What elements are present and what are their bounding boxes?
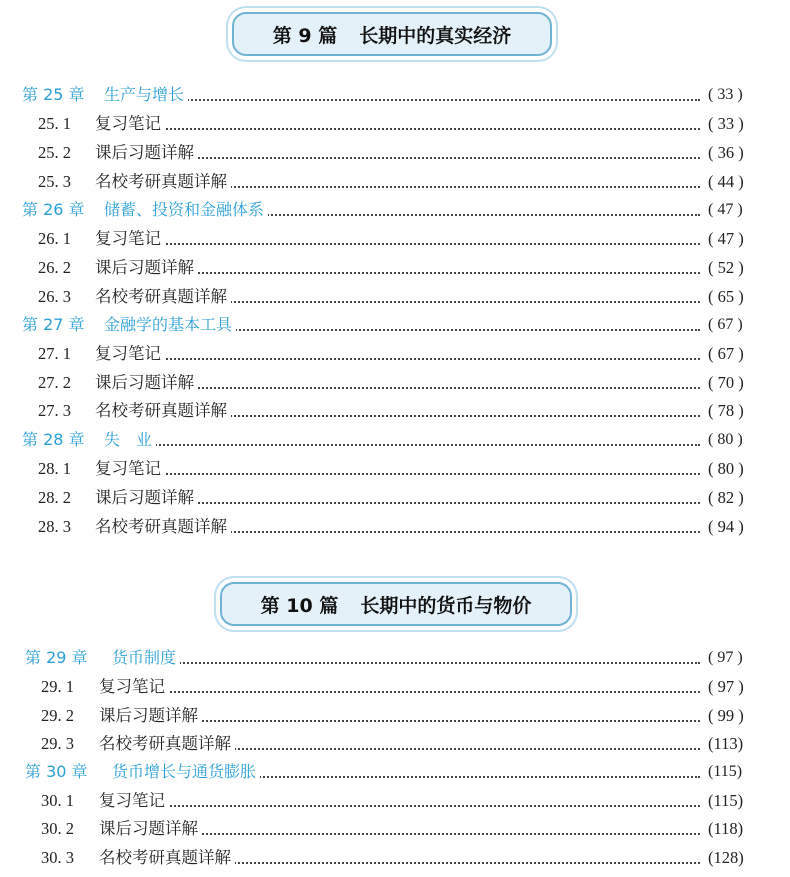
toc-section-29-2[interactable] [0, 703, 790, 729]
section-number: 25. 2 [38, 143, 71, 162]
page-number: ( 99 ) [708, 706, 744, 725]
toc-chapter-28[interactable] [0, 427, 790, 453]
section-number: 27. 2 [38, 373, 71, 392]
page-number: (115) [708, 763, 743, 780]
toc-chapter-27[interactable] [0, 312, 790, 338]
section-title: 复习笔记 [95, 111, 165, 137]
page-number: ( 33 ) [708, 114, 744, 133]
section-title: 复习笔记 [99, 788, 169, 814]
chapter-number: 第 30 章 [25, 762, 88, 781]
page-number: ( 33 ) [708, 86, 743, 103]
chapter-title: 失 业 [104, 427, 156, 453]
chapter-number: 第 28 章 [22, 430, 85, 449]
leader-dots [95, 473, 700, 475]
chapter-title: 储蓄、投资和金融体系 [104, 197, 268, 223]
leader-dots [112, 662, 700, 664]
page-number: ( 52 ) [708, 258, 744, 277]
page-number: ( 97 ) [708, 677, 744, 696]
page-number: ( 67 ) [708, 316, 743, 333]
section-number: 26. 1 [38, 229, 71, 248]
toc-section-25-1[interactable] [0, 111, 790, 137]
chapter-number: 第 26 章 [22, 200, 85, 219]
part-10-number: 第 10 篇 [260, 594, 339, 617]
section-title: 复习笔记 [95, 226, 165, 252]
chapter-number: 第 29 章 [25, 648, 88, 667]
section-number: 25. 1 [38, 114, 71, 133]
section-title: 复习笔记 [95, 341, 165, 367]
part-9-number: 第 9 篇 [272, 24, 338, 47]
toc-section-29-1[interactable] [0, 674, 790, 700]
section-title: 课后习题详解 [95, 140, 198, 166]
toc-section-27-1[interactable] [0, 341, 790, 367]
section-title: 课后习题详解 [95, 485, 198, 511]
page-number: ( 47 ) [708, 201, 743, 218]
section-title: 课后习题详解 [99, 703, 202, 729]
section-number: 28. 1 [38, 459, 71, 478]
page-number: ( 36 ) [708, 143, 744, 162]
section-number: 29. 2 [41, 706, 74, 725]
leader-dots [95, 128, 700, 130]
page-number: (118) [708, 819, 744, 838]
toc-section-28-3[interactable] [0, 514, 790, 540]
chapter-number: 第 27 章 [22, 315, 85, 334]
toc-section-26-2[interactable] [0, 255, 790, 281]
section-title: 名校考研真题详解 [99, 845, 235, 871]
section-title: 复习笔记 [95, 456, 165, 482]
section-title: 课后习题详解 [95, 370, 198, 396]
page-number: ( 94 ) [708, 517, 744, 536]
section-title: 课后习题详解 [95, 255, 198, 281]
section-number: 25. 3 [38, 172, 71, 191]
section-title: 名校考研真题详解 [95, 169, 231, 195]
chapter-title: 生产与增长 [104, 82, 188, 108]
toc-chapter-25[interactable] [0, 82, 790, 108]
section-number: 28. 3 [38, 517, 71, 536]
section-number: 26. 3 [38, 287, 71, 306]
chapter-title: 金融学的基本工具 [104, 312, 236, 338]
section-title: 课后习题详解 [99, 816, 202, 842]
page-number: ( 47 ) [708, 229, 744, 248]
toc-section-25-3[interactable] [0, 169, 790, 195]
page-number: (115) [708, 791, 744, 810]
section-title: 名校考研真题详解 [95, 398, 231, 424]
part-10-title: 长期中的货币与物价 [360, 594, 532, 617]
section-title: 名校考研真题详解 [95, 514, 231, 540]
toc-section-30-1[interactable] [0, 788, 790, 814]
page-number: ( 44 ) [708, 172, 744, 191]
toc-section-26-3[interactable] [0, 284, 790, 310]
section-number: 28. 2 [38, 488, 71, 507]
chapter-title: 货币增长与通货膨胀 [112, 759, 260, 785]
section-number: 27. 1 [38, 344, 71, 363]
section-number: 30. 2 [41, 819, 74, 838]
page-number: (128) [708, 848, 744, 867]
toc-section-29-3[interactable] [0, 731, 790, 757]
leader-dots [95, 243, 700, 245]
page-number: ( 78 ) [708, 401, 744, 420]
toc-section-27-3[interactable] [0, 398, 790, 424]
section-number: 29. 3 [41, 734, 74, 753]
section-number: 26. 2 [38, 258, 71, 277]
page-number: ( 82 ) [708, 488, 744, 507]
leader-dots [104, 444, 700, 446]
page-number: ( 67 ) [708, 344, 744, 363]
section-number: 27. 3 [38, 401, 71, 420]
toc-section-30-2[interactable] [0, 816, 790, 842]
page-number: ( 80 ) [708, 459, 744, 478]
section-number: 30. 3 [41, 848, 74, 867]
section-title: 名校考研真题详解 [95, 284, 231, 310]
toc-section-27-2[interactable] [0, 370, 790, 396]
leader-dots [104, 99, 700, 101]
section-number: 29. 1 [41, 677, 74, 696]
page-number: ( 97 ) [708, 649, 743, 666]
toc-chapter-29[interactable] [0, 645, 790, 671]
section-number: 30. 1 [41, 791, 74, 810]
toc-chapter-26[interactable] [0, 197, 790, 223]
chapter-number: 第 25 章 [22, 85, 85, 104]
part-9-banner [232, 12, 552, 56]
section-title: 复习笔记 [99, 674, 169, 700]
section-title: 名校考研真题详解 [99, 731, 235, 757]
leader-dots [99, 805, 700, 807]
page-number: ( 70 ) [708, 373, 744, 392]
page-number: ( 65 ) [708, 287, 744, 306]
leader-dots [95, 358, 700, 360]
part-9-title: 长期中的真实经济 [359, 24, 512, 47]
toc-section-26-1[interactable] [0, 226, 790, 252]
page-number: ( 80 ) [708, 431, 743, 448]
toc-section-28-2[interactable] [0, 485, 790, 511]
toc-section-28-1[interactable] [0, 456, 790, 482]
part-10-banner [220, 582, 572, 626]
toc-section-30-3[interactable] [0, 845, 790, 871]
page-number: (113) [708, 734, 744, 753]
chapter-title: 货币制度 [112, 645, 180, 671]
toc-chapter-30[interactable] [0, 759, 790, 785]
toc-section-25-2[interactable] [0, 140, 790, 166]
leader-dots [99, 691, 700, 693]
